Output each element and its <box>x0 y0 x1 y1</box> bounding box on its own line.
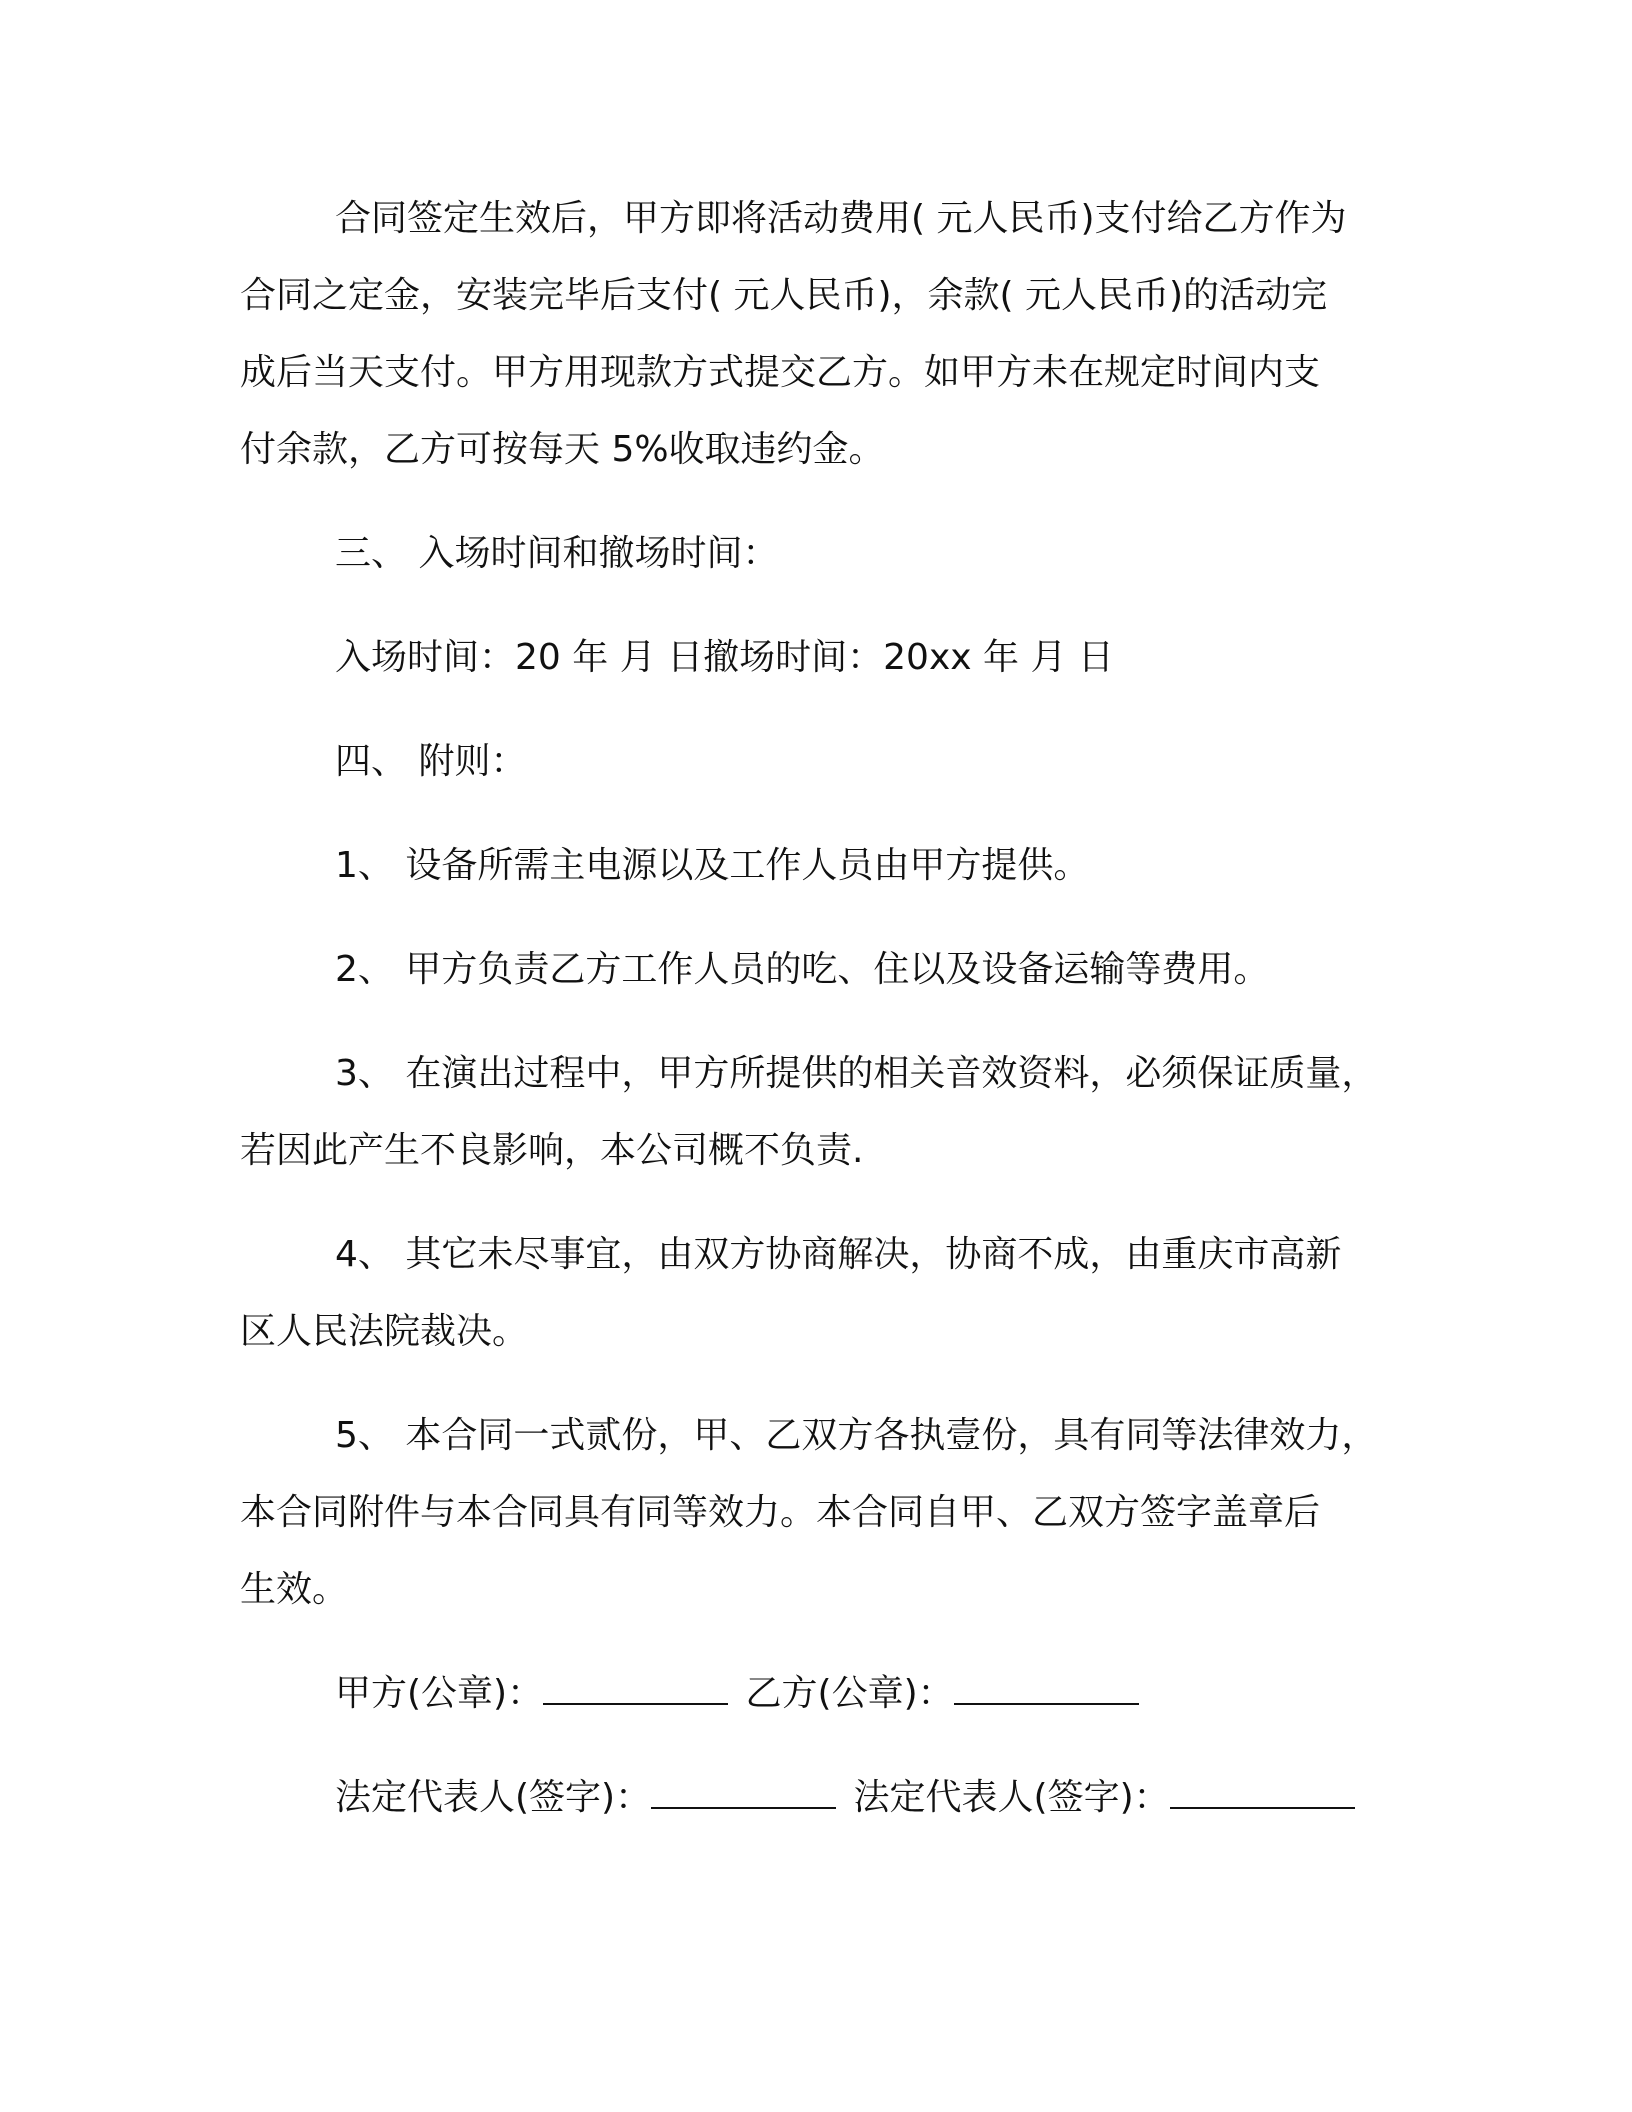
appendix-item-1: 1、 设备所需主电源以及工作人员由甲方提供。 <box>335 845 1090 886</box>
document-body <box>240 180 1390 1863</box>
party-a-rep-label: 法定代表人(签字)： <box>335 1777 652 1818</box>
payment-paragraph <box>240 180 1390 488</box>
party-a-seal-blank <box>543 1673 728 1705</box>
party-b-seal-label: 乙方(公章)： <box>745 1673 954 1714</box>
appendix-item-4 <box>240 1216 1390 1370</box>
appendix-item-3-line-1: 3、 在演出过程中，甲方所提供的相关音效资料，必须保证质量， <box>335 1053 1378 1094</box>
appendix-item-5-line-1: 5、 本合同一式贰份，甲、乙双方各执壹份，具有同等法律效力， <box>335 1415 1378 1456</box>
section-4-heading: 四、 附则： <box>335 741 527 782</box>
payment-line-4: 付余款，乙方可按每天 5%收取违约金。 <box>240 429 885 470</box>
seal-signature-row <box>240 1655 1390 1732</box>
representative-signature-row <box>240 1759 1390 1836</box>
appendix-item-2: 2、 甲方负责乙方工作人员的吃、住以及设备运输等费用。 <box>335 949 1270 990</box>
party-b-seal-blank <box>954 1673 1139 1705</box>
party-a-rep-blank <box>651 1777 836 1809</box>
appendix-item-3 <box>240 1035 1390 1189</box>
section-3-heading: 三、 入场时间和撤场时间： <box>335 533 779 574</box>
party-b-rep-label: 法定代表人(签字)： <box>853 1777 1170 1818</box>
party-b-rep-blank <box>1170 1777 1355 1809</box>
entry-exit-times: 入场时间：20 年 月 日撤场时间：20xx 年 月 日 <box>335 637 1114 678</box>
party-a-seal-label: 甲方(公章)： <box>335 1673 544 1714</box>
appendix-item-4-line-1: 4、 其它未尽事宜，由双方协商解决，协商不成，由重庆市高新 <box>335 1234 1342 1275</box>
appendix-item-4-line-2: 区人民法院裁决。 <box>240 1311 529 1352</box>
appendix-item-5 <box>240 1397 1390 1628</box>
appendix-item-5-line-3: 生效。 <box>240 1569 349 1610</box>
payment-line-1: 合同签定生效后，甲方即将活动费用( 元人民币)支付给乙方作为 <box>335 198 1347 239</box>
payment-line-3: 成后当天支付。甲方用现款方式提交乙方。如甲方未在规定时间内支 <box>240 352 1321 393</box>
appendix-item-3-line-2: 若因此产生不良影响，本公司概不负责. <box>240 1130 864 1171</box>
payment-line-2: 合同之定金，安装完毕后支付( 元人民币)，余款( 元人民币)的活动完 <box>240 275 1328 316</box>
appendix-item-5-line-2: 本合同附件与本合同具有同等效力。本合同自甲、乙双方签字盖章后 <box>240 1492 1321 1533</box>
